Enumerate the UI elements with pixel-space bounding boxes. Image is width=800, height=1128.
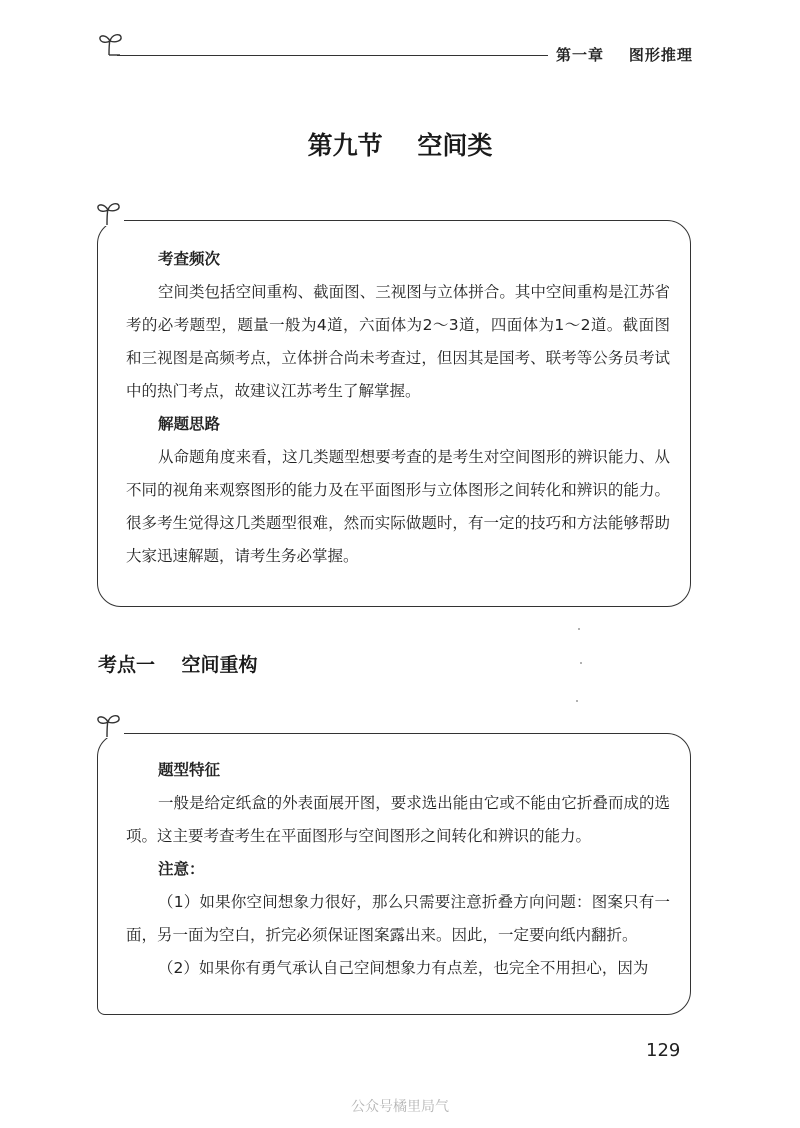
box-paragraph-frequency: 空间类包括空间重构、截面图、三视图与立体拼合。其中空间重构是江苏省考的必考题型，题量一般为4道，六面体为2～3道，四面体为1～2道。截面图和三视图是高频考点，立体拼合尚未考查过，但因其是国考、联考等公务员考试中的热门考点，故建议江苏考生了解掌握。 — [126, 283, 670, 400]
box-note-label: 注意： — [158, 860, 205, 878]
info-box-content — [126, 243, 670, 573]
header-rule — [117, 55, 548, 56]
sprout-icon — [94, 710, 124, 738]
info-box-question-type — [97, 733, 691, 1015]
page-number: 129 — [646, 1040, 681, 1061]
box-paragraph-approach: 从命题角度来看，这几类题型想要考查的是考生对空间图形的辨识能力、从不同的视角来观察图形的能力及在平面图形与立体图形之间转化和辨识的能力。很多考生觉得这几类题型很难，然而实际做题时，有一定的技巧和方法能够帮助大家迅速解题，请考生务必掌握。 — [126, 448, 670, 565]
box-heading-question-type: 题型特征 — [158, 761, 221, 779]
sprout-icon — [96, 30, 126, 58]
scan-speck — [576, 700, 578, 702]
scan-speck — [578, 628, 580, 630]
box-heading-frequency: 考查频次 — [158, 250, 221, 268]
box-paragraph-question-type: 一般是给定纸盒的外表面展开图，要求选出能由它或不能由它折叠而成的选项。这主要考查考生在平面图形与空间图形之间转化和辨识的能力。 — [126, 794, 670, 845]
box-note-item-1: （1）如果你空间想象力很好，那么只需要注意折叠方向问题：图案只有一面，另一面为空白，折完必须保证图案露出来。因此，一定要向纸内翻折。 — [126, 893, 670, 944]
scan-speck — [580, 662, 582, 664]
box-heading-approach: 解题思路 — [158, 415, 221, 433]
info-box-frequency — [97, 220, 691, 607]
watermark: 公众号橘里局气 — [351, 1099, 449, 1115]
section-title: 第九节 空间类 — [307, 131, 493, 160]
chapter-label: 第一章 图形推理 — [556, 46, 693, 64]
box-note-item-2: （2）如果你有勇气承认自己空间想象力有点差，也完全不用担心，因为 — [158, 959, 649, 977]
info-box-content — [126, 754, 670, 985]
kaodian-title: 考点一 空间重构 — [98, 654, 258, 676]
sprout-icon — [94, 198, 124, 226]
